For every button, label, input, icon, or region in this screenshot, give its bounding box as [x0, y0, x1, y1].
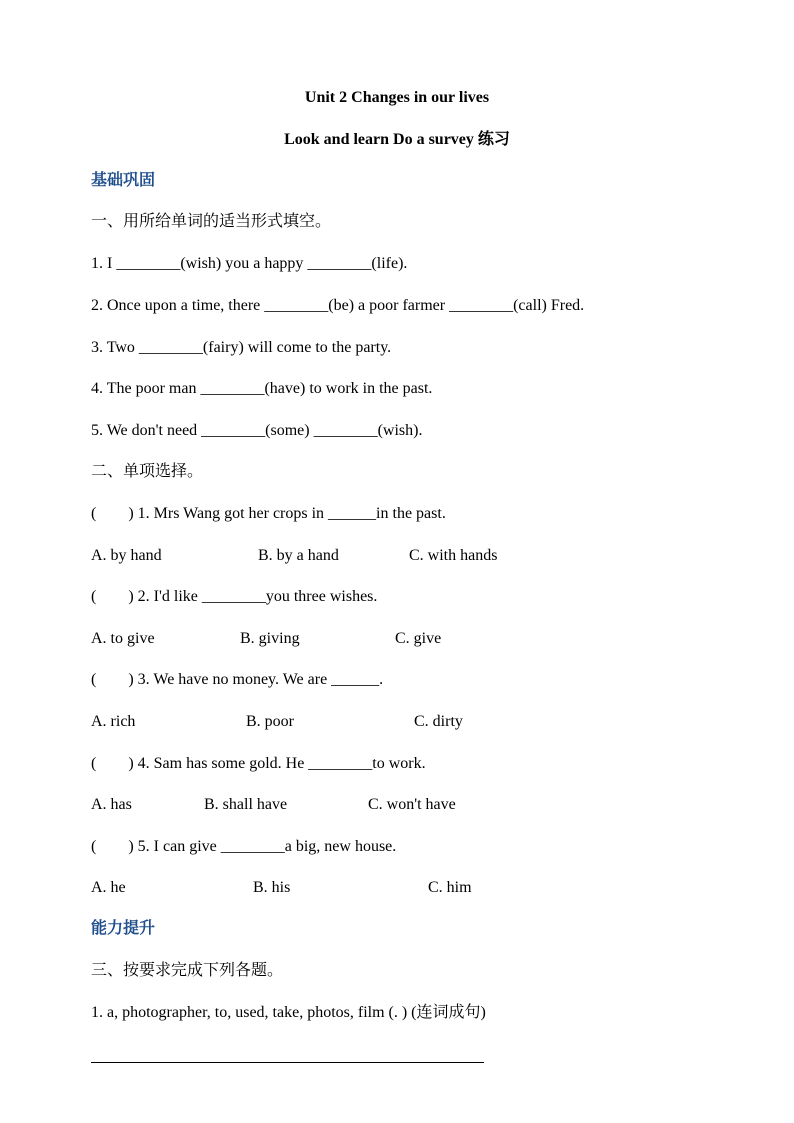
answer-line[interactable]: [91, 1062, 484, 1063]
choice-4-option-b: B. shall have: [204, 796, 288, 813]
worksheet-title: Unit 2 Changes in our lives: [304, 89, 490, 106]
section-ability-heading: 能力提升: [91, 918, 156, 937]
fill-blank-item-4: 4. The poor man ________(have) to work in the past.: [91, 380, 433, 397]
part1-heading: 一、用所给单词的适当形式填空。: [91, 211, 332, 230]
choice-3-option-c: C. dirty: [414, 713, 463, 730]
part3-heading: 三、按要求完成下列各题。: [91, 960, 284, 979]
choice-1-option-c: C. with hands: [409, 547, 498, 564]
choice-2-option-c: C. give: [395, 630, 442, 647]
fill-blank-item-3: 3. Two ________(fairy) will come to the party.: [91, 339, 392, 356]
choice-question-2: ( ) 2. I'd like ________you three wishes.: [91, 588, 378, 605]
fill-blank-item-1: 1. I ________(wish) you a happy ________(life).: [91, 255, 408, 272]
choice-2-option-a: A. to give: [91, 630, 155, 647]
worksheet-subtitle: Look and learn Do a survey 练习: [284, 131, 510, 148]
choice-question-4: ( ) 4. Sam has some gold. He ________to work.: [91, 755, 426, 772]
choice-2-option-b: B. giving: [240, 630, 300, 647]
choice-question-1: ( ) 1. Mrs Wang got her crops in ______in the past.: [91, 505, 446, 522]
choice-1-option-b: B. by a hand: [258, 547, 339, 564]
fill-blank-item-2: 2. Once upon a time, there ________(be) a poor farmer ________(call) Fred.: [91, 297, 585, 314]
part2-heading: 二、单项选择。: [91, 461, 204, 480]
choice-4-option-c: C. won't have: [368, 796, 456, 813]
choice-3-option-a: A. rich: [91, 713, 136, 730]
choice-5-option-a: A. he: [91, 879, 126, 896]
choice-5-option-c: C. him: [428, 879, 472, 896]
sentence-order-item-1: 1. a, photographer, to, used, take, photos, film (. ) (连词成句): [91, 1004, 486, 1021]
choice-5-option-b: B. his: [253, 879, 291, 896]
choice-question-3: ( ) 3. We have no money. We are ______.: [91, 671, 384, 688]
choice-3-option-b: B. poor: [246, 713, 294, 730]
section-basic-heading: 基础巩固: [91, 170, 156, 189]
choice-question-5: ( ) 5. I can give ________a big, new house.: [91, 838, 397, 855]
choice-1-option-a: A. by hand: [91, 547, 162, 564]
choice-4-option-a: A. has: [91, 796, 132, 813]
fill-blank-item-5: 5. We don't need ________(some) ________(wish).: [91, 422, 423, 439]
